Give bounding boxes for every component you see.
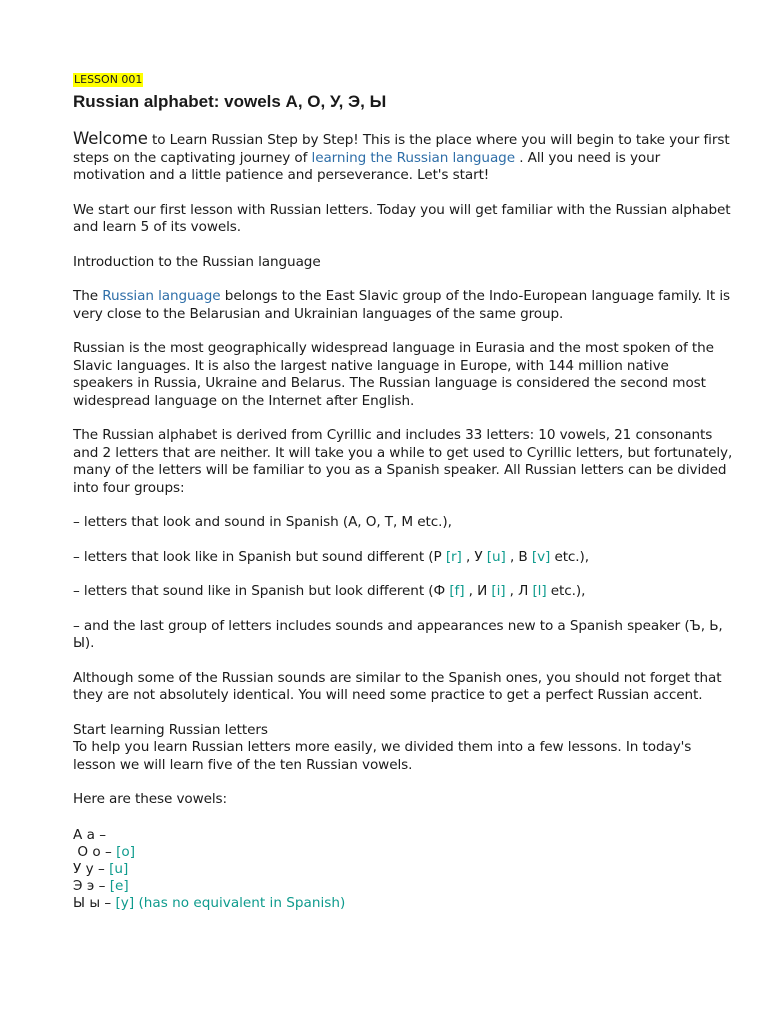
- language-family-paragraph: [73, 288, 733, 323]
- lesson-tag: LESSON 001: [74, 73, 143, 86]
- vowel-row-o: [73, 844, 733, 861]
- vowel-row-u: [73, 861, 733, 878]
- vowel-sound: [u]: [109, 860, 129, 877]
- vowel-sound: [y]: [115, 894, 135, 911]
- group-3-text: , Л: [505, 583, 533, 599]
- group-2-text: – letters that look like in Spanish but sound different (Р: [73, 548, 446, 565]
- phonetic-i: [i]: [491, 583, 506, 599]
- phonetic-r: [r]: [445, 548, 462, 565]
- group-3-text: , И: [464, 583, 492, 599]
- group-3-text: – letters that sound like in Spanish but look different (Ф: [73, 583, 450, 599]
- vowel-letters: Э э –: [73, 877, 110, 894]
- group-1-item: – letters that look and sound in Spanish (А, О, Т, М etc.),: [73, 514, 452, 530]
- family-text-pre: The: [73, 288, 103, 304]
- vowel-note: (has no equivalent in Spanish): [134, 894, 346, 911]
- phonetic-u: [u]: [486, 548, 506, 565]
- russian-language-link[interactable]: Russian language: [102, 288, 221, 304]
- lessons-paragraph: To help you learn Russian letters more easily, we divided them into a few lessons. In today's lesson we will learn five of the ten Russian vowels.: [73, 739, 692, 773]
- intro-text-1: to Learn Russian Step by Step! This is the place where you will begin to take your first steps on the captivating journey of: [73, 132, 730, 166]
- vowel-sound: [e]: [109, 877, 129, 894]
- vowel-row-y: [73, 895, 733, 912]
- start-learning-heading: Start learning Russian letters: [73, 721, 268, 738]
- phonetic-l: [l]: [532, 583, 547, 599]
- group-4-item: – and the last group of letters includes sounds and appearances new to a Spanish speaker (Ъ, Ь, Ы).: [73, 617, 723, 651]
- group-2-text: , У: [461, 548, 487, 565]
- phonetic-f: [f]: [449, 583, 465, 599]
- group-3-item: [73, 583, 733, 601]
- group-3-text: etc.),: [546, 583, 586, 599]
- group-2-text: , В: [505, 548, 532, 565]
- document-page: [73, 68, 733, 912]
- vowel-letters: О о –: [73, 843, 117, 860]
- accent-paragraph: Although some of the Russian sounds are similar to the Spanish ones, you should not forget that they are not absolutely identical. You will need some practice to get a perfect Russian accent.: [73, 669, 722, 703]
- vowel-letters: Ы ы –: [73, 894, 116, 911]
- vowel-list: [73, 827, 733, 912]
- first-lesson-paragraph: We start our first lesson with Russian letters. Today you will get familiar with the Russian alphabet and learn 5 of its vowels.: [73, 201, 731, 235]
- learning-russian-link[interactable]: learning the Russian language: [311, 149, 515, 166]
- phonetic-v: [v]: [531, 548, 551, 565]
- vowel-row-e: [73, 878, 733, 895]
- alphabet-paragraph: The Russian alphabet is derived from Cyrillic and includes 33 letters: 10 vowels, 21 consonants and 2 letters that are neither. It will take you a while to get used to Cyrillic letters, but fortunately, many of the letters will be familiar to you as a Spanish speaker. All Russian letters can be divided into four groups:: [73, 427, 733, 496]
- group-2-item: [73, 549, 733, 567]
- vowel-row-a: [73, 827, 733, 844]
- vowel-letters: У у –: [73, 860, 110, 877]
- group-2-text: etc.),: [550, 548, 589, 565]
- page-title: Russian alphabet: vowels А, О, У, Э, Ы: [73, 92, 387, 111]
- widespread-paragraph: Russian is the most geographically widespread language in Eurasia and the most spoken of the Slavic languages. It is also the largest native language in Europe, with 144 million native speakers in Russia, Ukraine and Belarus. The Russian language is considered the second most widespread language on the Internet after English.: [73, 340, 714, 409]
- intro-text-2: . All you need is your motivation and a little patience and perseverance. Let's start!: [73, 149, 661, 183]
- vowel-sound: [o]: [116, 843, 136, 860]
- here-vowels-label: Here are these vowels:: [73, 791, 228, 807]
- family-text-post: belongs to the East Slavic group of the Indo-European language family. It is very close to the Belarusian and Ukrainian languages of the same group.: [73, 288, 730, 322]
- intro-paragraph: [73, 130, 733, 185]
- intro-heading: Introduction to the Russian language: [73, 253, 321, 270]
- welcome-word: Welcome: [73, 129, 148, 148]
- vowel-letters: А а –: [73, 826, 111, 843]
